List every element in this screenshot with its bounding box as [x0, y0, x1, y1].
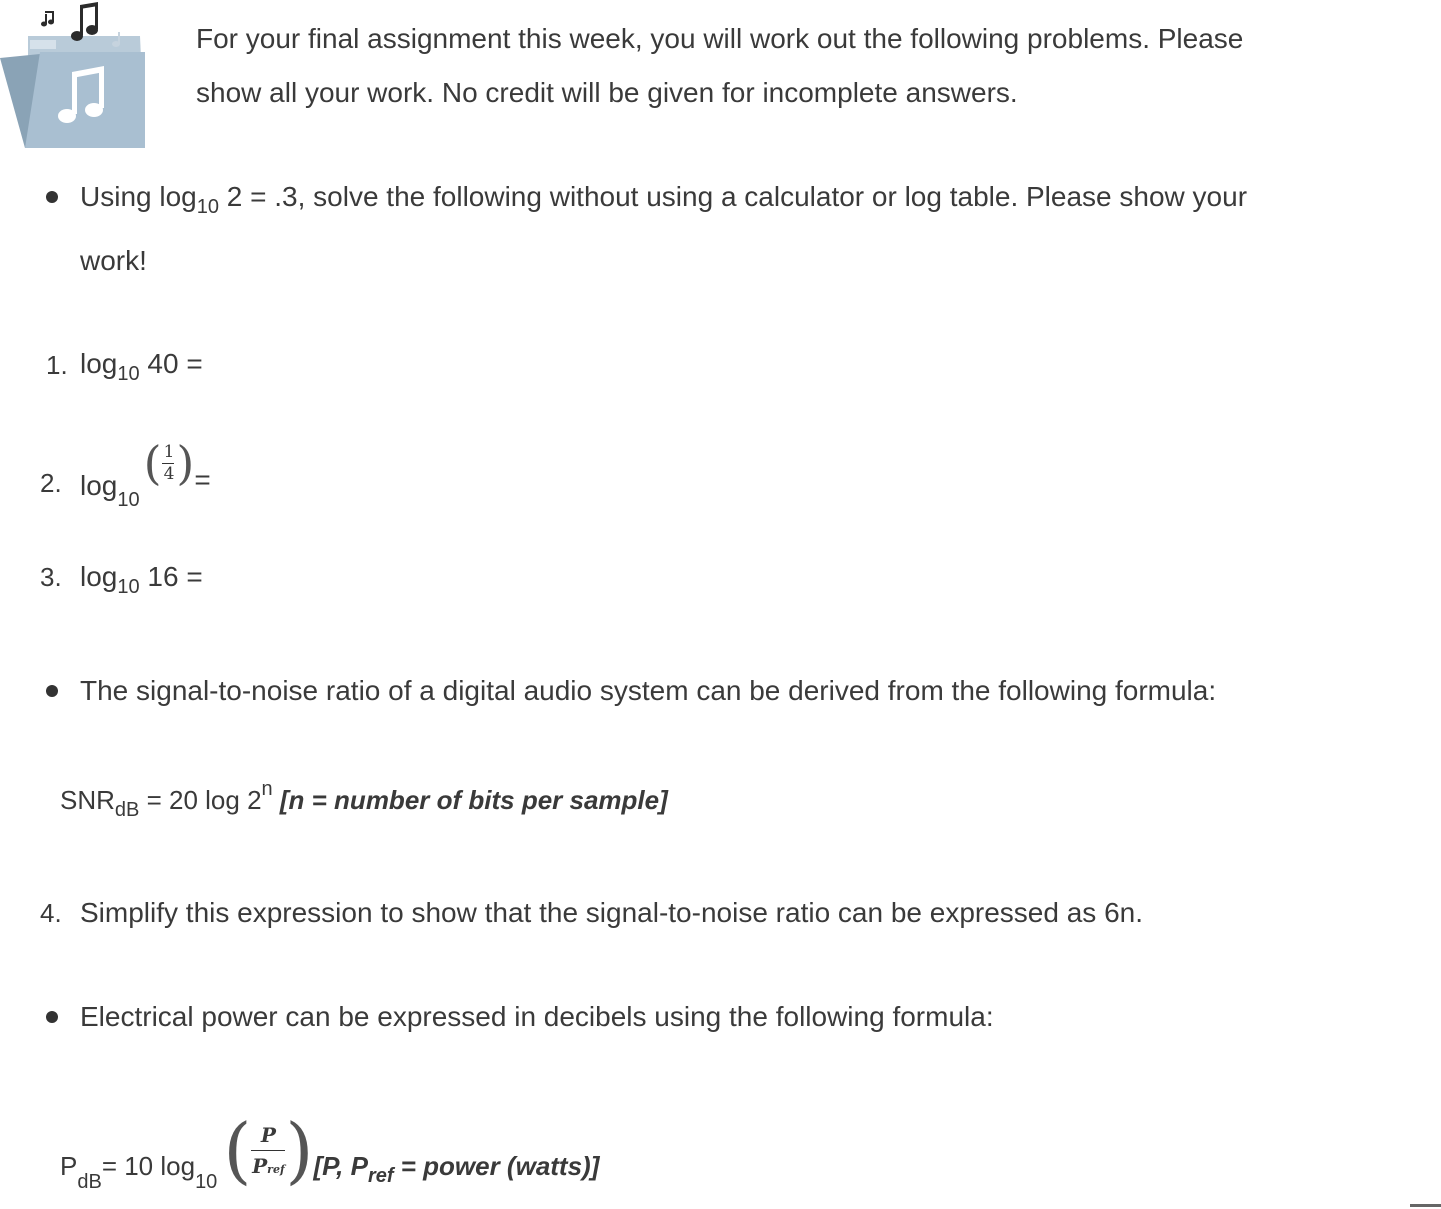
pdb-formula: P dB = 10 log 10 ( $\frac{P}{\text{Pref}}$ ) [P, $P_{ref}$ = power (watts)]	[60, 1108, 600, 1193]
pdb-note	[313, 1151, 600, 1187]
problem-3-rest: 16 =	[139, 561, 203, 592]
problem-2-number: 2.	[40, 468, 62, 498]
pdb-fraction: ( $\frac{P}{\text{Pref}}$ )	[223, 1108, 314, 1192]
problem-2-rest: =	[194, 464, 211, 495]
music-folder-icon	[0, 0, 150, 150]
problem-1-rest: 40 =	[139, 348, 203, 379]
snr-sub: dB	[114, 799, 140, 821]
bullet-1-text	[80, 181, 1248, 218]
problem-2-log: log	[80, 470, 118, 501]
bullet-2	[46, 685, 58, 697]
snr-note: [n = number of bits per sample]	[272, 785, 668, 815]
intro-line-2: show all your work. No credit will be given for incomplete answers.	[196, 77, 1018, 108]
problem-1-number: 1.	[46, 350, 68, 380]
pdb-note-sub: ref	[367, 1165, 394, 1187]
problem-2-frac-den: 4	[163, 463, 175, 484]
bullet-1-pre: Using log	[80, 181, 197, 212]
bullet-2-text: The signal-to-noise ratio of a digital audio system can be derived from the following formula:	[80, 675, 1217, 706]
pdb-frac-den-sub: ref	[267, 1162, 285, 1176]
corner-mark	[1410, 1204, 1441, 1207]
problem-2-frac-num: 1	[163, 441, 175, 462]
pdb-frac-den: P	[252, 1153, 268, 1178]
snr-mid: = 20 log 2	[139, 785, 262, 815]
bullet-1-line-2: work!	[80, 245, 147, 276]
snr-pre: SNR	[60, 785, 115, 815]
pdb-note-post: = power (watts)]	[393, 1151, 600, 1181]
problem-3-sub: 10	[117, 576, 140, 598]
pdb-note-pre: [P, P	[313, 1151, 368, 1181]
problem-2-fraction: ( $\frac{1}{4}$ )	[143, 436, 195, 490]
intro-line-1: For your final assignment this week, you will work out the following problems. Please	[196, 23, 1244, 54]
snr-sup: n	[261, 778, 273, 800]
bullet-1	[46, 191, 58, 203]
problem-3	[80, 561, 203, 598]
bullet-1-post: 2 = .3, solve the following without using a calculator or log table. Please show your	[218, 181, 1248, 212]
pdb-pre: P	[60, 1151, 78, 1181]
problem-3-number: 3.	[40, 562, 62, 592]
bullet-3-text: Electrical power can be expressed in decibels using the following formula:	[80, 1001, 994, 1032]
problem-2: log 10 ( $\frac{1}{4}$ ) =	[80, 436, 211, 511]
pdb-frac-num: P	[260, 1122, 276, 1147]
problem-1-sub: 10	[117, 363, 140, 385]
problem-4-number: 4.	[40, 898, 62, 928]
pdb-mid: = 10 log	[101, 1151, 196, 1181]
problem-3-log: log	[80, 561, 118, 592]
bullet-3	[46, 1011, 58, 1023]
problem-1	[80, 348, 203, 385]
problem-1-log: log	[80, 348, 118, 379]
problem-4-text: Simplify this expression to show that the signal-to-noise ratio can be expressed as 6n.	[80, 897, 1144, 928]
snr-formula	[60, 778, 668, 821]
bullet-1-sub: 10	[196, 196, 219, 218]
